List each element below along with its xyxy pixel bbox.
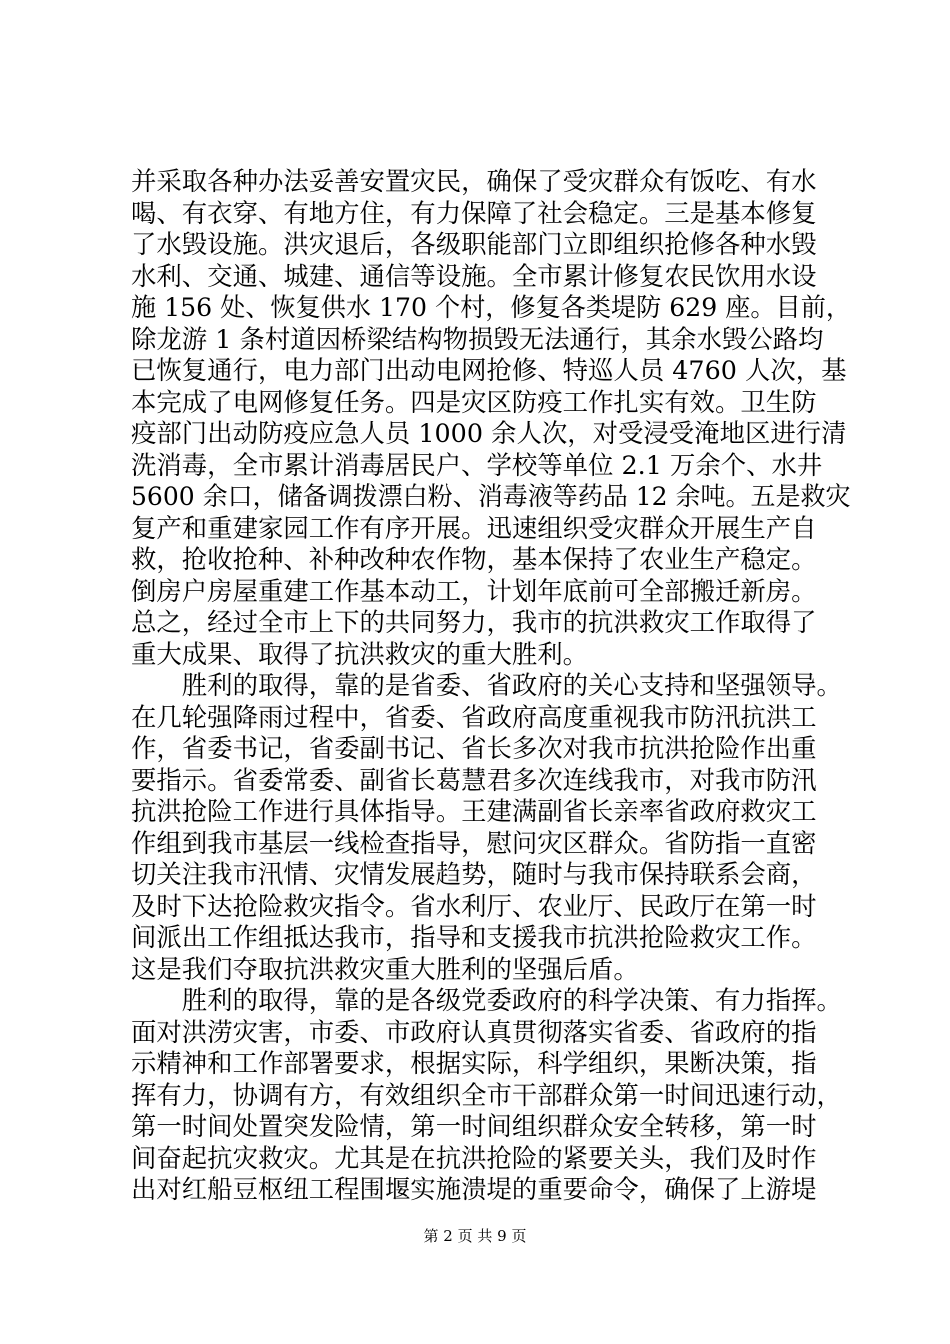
text-line: 喝、有衣穿、有地方住，有力保障了社会稳定。三是基本修复 xyxy=(131,197,817,228)
text-line: 并采取各种办法妥善安置灾民，确保了受灾群众有饭吃、有水 xyxy=(131,166,817,196)
text-line: 复产和重建家园工作有序开展。迅速组织受灾群众开展生产自 xyxy=(131,512,817,543)
text-line: 除龙游 1 条村道因桥梁结构物损毁无法通行，其余水毁公路均 xyxy=(131,323,824,354)
text-line: 本完成了电网修复任务。四是灾区防疫工作扎实有效。卫生防 xyxy=(131,386,817,417)
text-line: 作，省委书记，省委副书记、省长多次对我市抗洪抢险作出重 xyxy=(131,733,817,763)
text-line: 作组到我市基层一线检查指导，慰问灾区群众。省防指一直密 xyxy=(131,827,817,858)
text-line: 这是我们夺取抗洪救灾重大胜利的坚强后盾。 xyxy=(131,953,639,984)
body-text xyxy=(131,166,851,1206)
text-line: 示精神和工作部署要求，根据实际，科学组织，果断决策，指 xyxy=(131,1048,817,1078)
text-line: 及时下达抢险救灾指令。省水利厅、农业厅、民政厅在第一时 xyxy=(131,890,817,921)
text-line: 已恢复通行，电力部门出动电网抢修、特巡人员 4760 人次，基 xyxy=(131,355,847,385)
text-line: 在几轮强降雨过程中，省委、省政府高度重视我市防汛抗洪工 xyxy=(131,701,817,732)
text-line: 重大成果、取得了抗洪救灾的重大胜利。 xyxy=(131,638,589,669)
text-line: 了水毁设施。洪灾退后，各级职能部门立即组织抢修各种水毁 xyxy=(131,229,817,259)
page-footer: 第 2 页 共 9 页 xyxy=(423,1227,527,1245)
text-line: 间派出工作组抵达我市，指导和支援我市抗洪抢险救灾工作。 xyxy=(131,922,817,952)
text-line: 倒房户房屋重建工作基本动工，计划年底前可全部搬迁新房。 xyxy=(131,575,817,606)
text-line: 挥有力，协调有方，有效组织全市干部群众第一时间迅速行动， xyxy=(131,1079,842,1110)
text-line: 第一时间处置突发险情，第一时间组织群众安全转移，第一时 xyxy=(131,1111,817,1141)
text-line: 抗洪抢险工作进行具体指导。王建满副省长亲率省政府救灾工 xyxy=(131,796,817,826)
text-line: 要指示。省委常委、副省长葛慧君多次连线我市，对我市防汛 xyxy=(131,764,817,795)
text-line: 间奋起抗灾救灾。尤其是在抗洪抢险的紧要关头，我们及时作 xyxy=(131,1142,817,1173)
text-line: 施 156 处、恢复供水 170 个村，修复各类堤防 629 座。目前， xyxy=(131,292,852,322)
text-line: 疫部门出动防疫应急人员 1000 余人次，对受浸受淹地区进行清 xyxy=(131,418,847,448)
text-line: 水利、交通、城建、通信等设施。全市累计修复农民饮用水设 xyxy=(131,260,817,291)
text-line: 5600 余口，储备调拨漂白粉、消毒液等药品 12 余吨。五是救灾 xyxy=(131,481,851,511)
text-line: 总之，经过全市上下的共同努力，我市的抗洪救灾工作取得了 xyxy=(131,607,817,637)
text-line: 胜利的取得，靠的是省委、省政府的关心支持和坚强领导。 xyxy=(131,670,842,700)
text-line: 洗消毒，全市累计消毒居民户、学校等单位 2.1 万余个、水井 xyxy=(131,449,823,480)
text-line: 面对洪涝灾害，市委、市政府认真贯彻落实省委、省政府的指 xyxy=(131,1016,817,1047)
text-line: 救，抢收抢种、补种改种农作物，基本保持了农业生产稳定。 xyxy=(131,544,817,574)
text-line: 出对红船豆枢纽工程围堰实施溃堤的重要命令，确保了上游堤 xyxy=(131,1174,817,1204)
text-line: 切关注我市汛情、灾情发展趋势，随时与我市保持联系会商， xyxy=(131,859,817,889)
text-line: 胜利的取得，靠的是各级党委政府的科学决策、有力指挥。 xyxy=(131,985,842,1015)
